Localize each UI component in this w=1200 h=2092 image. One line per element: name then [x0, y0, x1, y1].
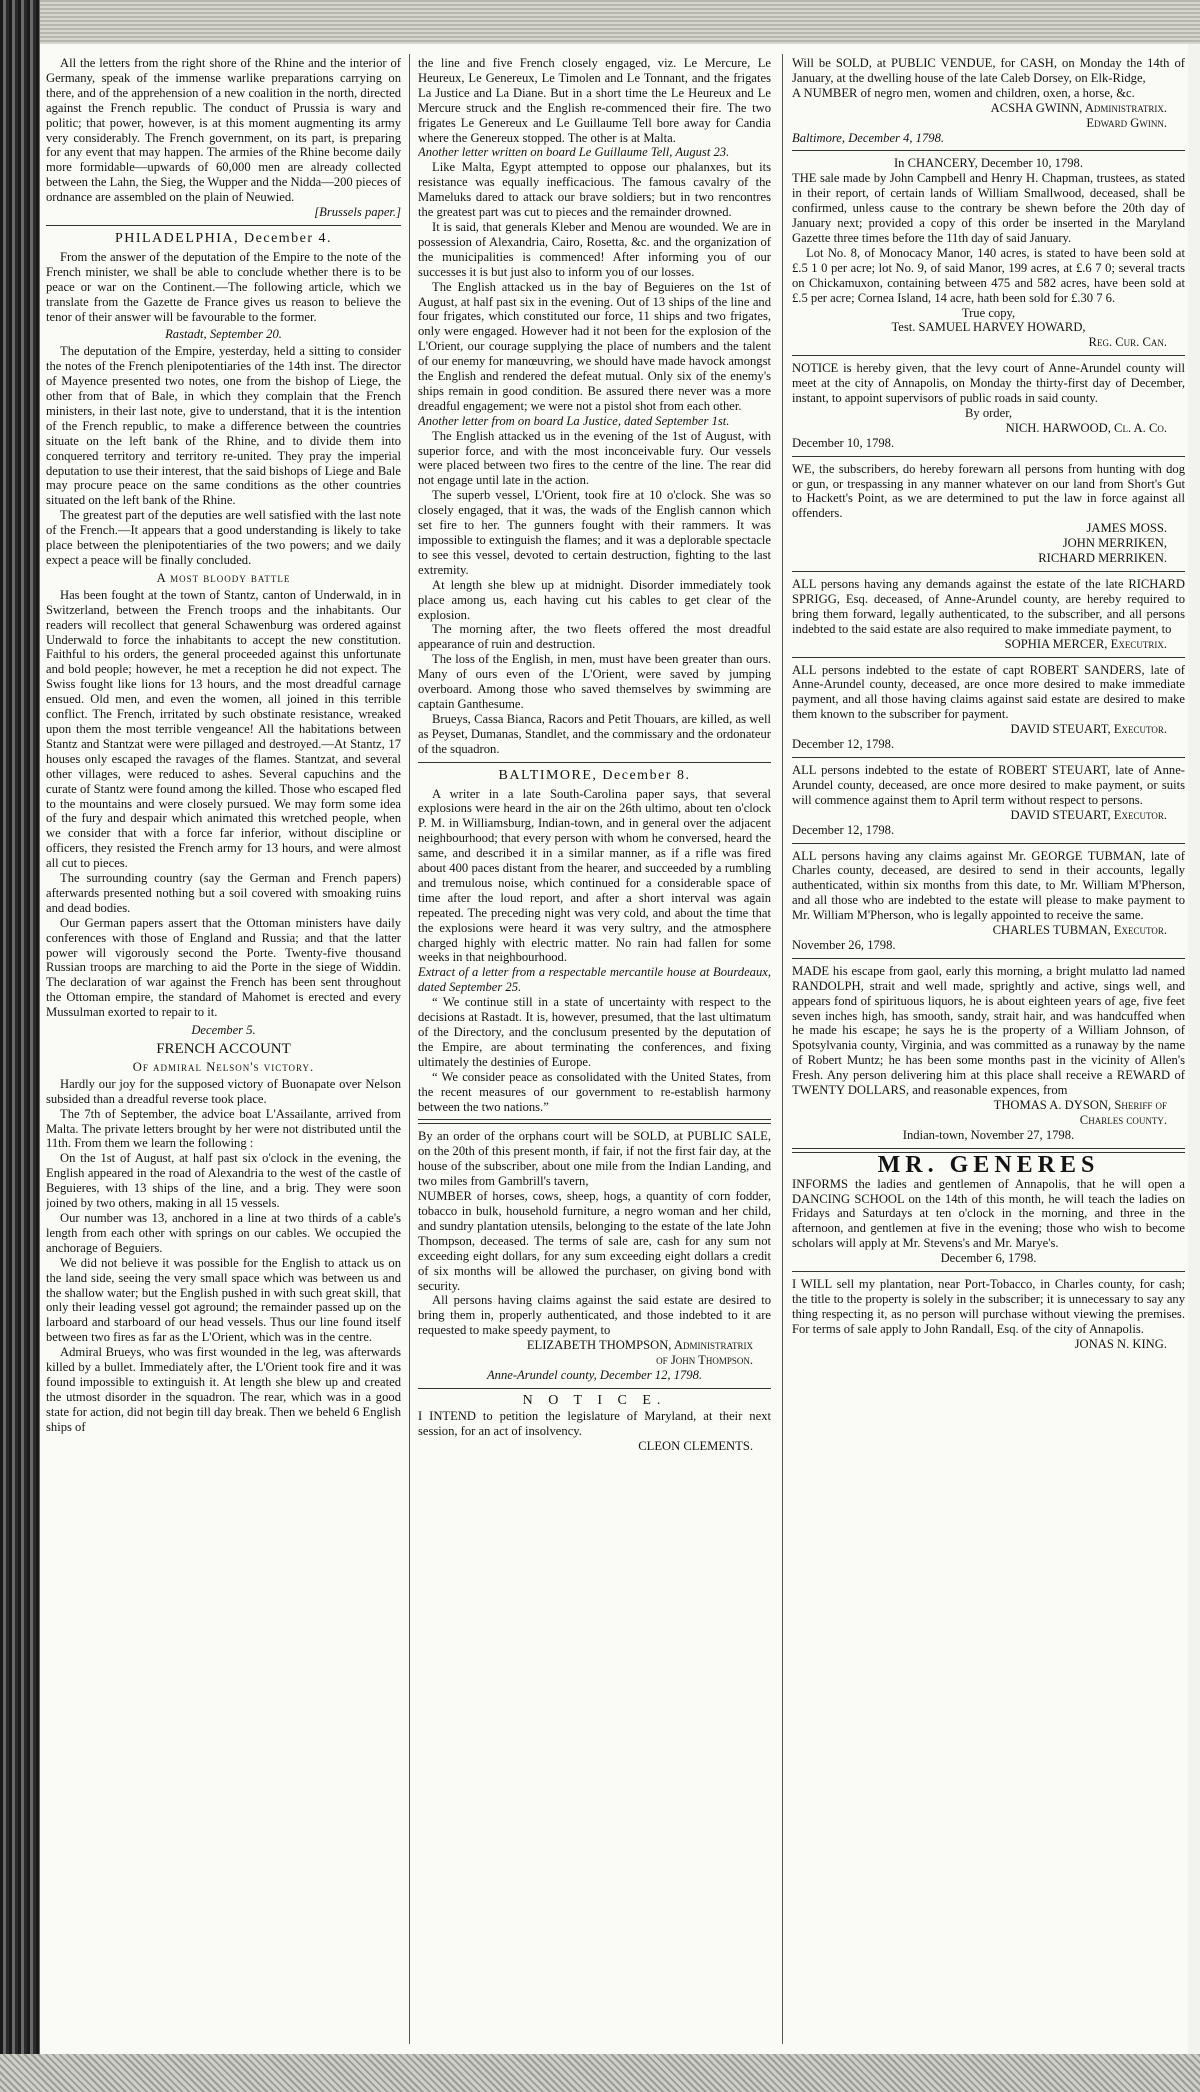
ad-body: Lot No. 8, of Monocacy Manor, 140 acres, is stated to have been sold at £.5 1 0 per acre; lot No. 9, of said Manor, 199 acres, at £.6 7 0; several tracts on Chickamuxon, containing between 475 and 582 acres, have been sold at £.5 per acre; Cornea Island, 14 acre, hath been sold for £.30 7 6.: [792, 245, 1185, 305]
ad-body: INFORMS the ladies and gentlemen of Annapolis, that he will open a DANCING SCHOOL on the 14th of this month, he will teach the ladies on Fridays and Saturdays at ten o'clock in the morning, and three in the afternoon, and gentlemen at five in the evening; those who wish to become scholars will apply at Mr. Stevens's and Mr. Marye's.: [792, 1176, 1185, 1251]
article-paragraph: The deputation of the Empire, yesterday, held a sitting to consider the notes of the French plenipotentiaries of the 14th inst. The director of Mayence presented two notes, one from the bishop of Liege, the other from that of Bale, in which they complain that the French ministers, in their last note, give to understand, that it is the intention of the French republic, to make a difference between the countries situate on the left bank of the Rhine, and to divide them into conquered territory and territory re-united. They pray the imperial deputation to use their interest, that the said bishops of Liege and Bale may procure peace on the same conditions as the other countries situated on the left bank of the Rhine.: [46, 344, 401, 508]
ad-body: WE, the subscribers, do hereby forewarn all persons from hunting with dog or gun, or trespassing in any manner whatever on our land from Short's Gut to Hackett's Point, as we are determined to put the law in force against all offenders.: [792, 461, 1185, 521]
divider: [418, 1388, 771, 1389]
ad-date: Anne-Arundel county, December 12, 1798.: [486, 1367, 703, 1382]
article-paragraph: On the 1st of August, at half past six o'clock in the evening, the English appeared in the road of Alexandria to the west of the castle of Beguieres, with 13 ships of the line, and a brig. They were soon joined by two others, making in all 15 vessels.: [46, 1151, 401, 1211]
article-paragraph: The morning after, the two fleets offered the most dreadful appearance of ruin and destruction.: [418, 622, 771, 652]
article-paragraph: Our German papers assert that the Ottoman ministers have daily conferences with those of England and Russia; and that the latter power will vigorously second the Porte. Twenty-five thousand Russian troops are marching to aid the Porte in the siege of Widdin. The declaration of war against the French has been sent throughout the Ottoman empire, the standard of Mahomet is erected and every Mussulman exorted to repair to it.: [46, 915, 401, 1020]
divider: [792, 150, 1185, 151]
ad-body: NUMBER of horses, cows, sheep, hogs, a quantity of corn fodder, tobacco in bulk, household furniture, a negro woman and her child, and sundry plantation utensils, belonging to the estate of the late John Thompson, deceased. The terms of sale are, cash for any sum not exceeding eight dollars, for any sum exceeding eight dollars a credit of six months will be allowed the purchaser, on giving bond with security.: [418, 1189, 771, 1293]
dateline: Rastadt, September 20.: [165, 327, 282, 342]
article-paragraph: A writer in a late South-Carolina paper says, that several explosions were heard in the air on the 26th ultimo, about ten o'clock P. M. in Williamsburg, Indian-town, and in general over the adjacent neighbourhood; that every person with whom he conversed, heard the same, and described it in a similar manner, as if a rifle was fired about 400 paces distant from the hearer, and succeeded by a rumbling and tremulous noise, which continued for a considerable space of time after the loud report, and after a short interval was again repeated. The preceding night was very cold, and about the time that the explosions were heard it was very sultry, and the atmosphere charged highly with electric matter. No rain had fallen for some weeks in that neighbourhood.: [418, 786, 771, 965]
article-paragraph: Has been fought at the town of Stantz, canton of Underwald, in in Switzerland, between the French troops and the inhabitants. Our readers will recollect that general Schawenburg was ordered against Underwald to force the inhabitants to accept the new constitution. Faithful to his orders, the general proceeded against this unfortunate and bold people; however, he met a reception he did not expect. The Swiss fought like lions for 13 hours, and the most dreadful carnage ensued. Old men, and even the women, all joined in this terrible conflict. The French, irritated by such obstinate resistance, wreaked upon them the most terrible vengeance! All the habitations between Stantz and Stantzat were were pillaged and destroyed.—At Stantz, 17 houses only escaped the ravages of the flames. Stantzat, and several other villages, were reduced to ashes. Several capuchins and the curate of Stantz were found among the killed. Those who escaped fled to the mountains and were closely pursued. We may form some idea of the fury and despair which animated this wretched people, when we consider that with a force far inferior, without discipline or officers, they resisted the French army for 13 hours, and were almost all cut to pieces.: [46, 587, 401, 871]
ad-signature: Edward Gwinn.: [1086, 115, 1167, 130]
article-paragraph: Admiral Brueys, who was first wounded in the leg, was afterwards killed by a bullet. Immediately after, the L'Orient took fire and it was found impossible to extinguish it. At length she blew up and created the utmost disorder in the squadron. The rear, which was in a good state for action, did not begin till day break. Then we beheld 6 English ships of: [46, 1345, 401, 1434]
ad-signature: ELIZABETH THOMPSON, Administratrix: [526, 1338, 753, 1353]
divider: [46, 225, 401, 226]
ad-body: THE sale made by John Campbell and Henry H. Chapman, trustees, as stated in their report, of certain lands of William Smallwood, deceased, shall be confirmed, unless cause to the contrary be shewn before the 20th day of January next; provided a copy of this order be inserted in the Maryland Gazette three times before the 11th day of said January.: [792, 171, 1185, 245]
ad-signature: DAVID STEUART, Executor.: [1010, 807, 1167, 822]
ad-date: December 10, 1798.: [792, 435, 895, 450]
article-paragraph: The greatest part of the deputies are well satisfied with the last note of the French.—It appears that a good understanding is likely to take place between the plenipotentiaries of the two powers; and we daily expect a peace will be finally concluded.: [46, 508, 401, 567]
article-paragraph: Hardly our joy for the supposed victory of Buonapate over Nelson subsided than a dreadful reverse took place.: [46, 1076, 401, 1106]
article-paragraph: The superb vessel, L'Orient, took fire at 10 o'clock. She was so closely engaged, that it was, the wads of the English cannon which set fire to her. The gunners fought with their rammers. It was impossible to extinguish the flames; and it was a deplorable spectacle to see this vessel, devoted to certain destruction, fighting to the last extremity.: [418, 488, 771, 577]
article-paragraph: Our number was 13, anchored in a line at two thirds of a cable's length from each other with springs on our cables. We occupied the anchorage of Beguiers.: [46, 1210, 401, 1255]
ad-signature: ACSHA GWINN, Administratrix.: [990, 100, 1167, 115]
article-paragraph: The English attacked us in the bay of Beguieres on the 1st of August, at half past six in the evening. Out of 13 ships of the line and four frigates, which constituted our force, 11 ships and two frigates, only were engaged. However had it not been for the explosion of the L'Orient, our courage supplying the place of numbers and the talent of our enemy for manœuvring, we should have made havock amongst the English and rendered the defeat mutual. Only six of the enemy's ships remain in good condition. Be assured there never was a more dreadful engagement; we were not a pistol shot from each other.: [418, 279, 771, 413]
dateline-heading: BALTIMORE, December 8.: [498, 767, 691, 783]
column-rule: [409, 54, 410, 2044]
ad-body: MADE his escape from gaol, early this morning, a bright mulatto lad named RANDOLPH, strait and well made, sprightly and active, sings well, and appears fond of spirituous liquors, he is about eighteen years of age, five feet seven inches high, has smooth, sandy, strait hair, and was handcuffed when he made his escape; he says he is the property of a William Johnson, of Spotsylvania county, Virginia, and was committed as a runaway by the name of Robert Muntz; he has been some months past in the vicinity of Allen's Fresh. Any person delivering him at this place shall receive a REWARD of TWENTY DOLLARS, and reasonable expences, from: [792, 963, 1185, 1098]
ad-body: I INTEND to petition the legislature of Maryland, at their next session, for an act of insolvency.: [418, 1408, 771, 1438]
source-credit: [Brussels paper.]: [314, 205, 401, 220]
column-2: [418, 56, 771, 1453]
scan-left-binding: [0, 0, 40, 2092]
ad-signature: Reg. Cur. Can.: [1088, 335, 1167, 350]
divider: [792, 757, 1185, 758]
ad-date: December 12, 1798.: [792, 822, 895, 837]
ad-signature: CHARLES TUBMAN, Executor.: [992, 923, 1167, 938]
scan-bottom-border: [0, 2054, 1200, 2092]
ad-signature: of John Thompson.: [656, 1353, 753, 1368]
ad-signature: JAMES MOSS.: [1086, 521, 1167, 536]
ad-body: I WILL sell my plantation, near Port-Tobacco, in Charles county, for cash; the title to the property is solely in the subscriber; it is unnecessary to say any thing respecting it, as no person will purchase without viewing the premises. For terms of sale apply to John Randall, Esq. of the city of Annapolis.: [792, 1277, 1185, 1336]
article-paragraph: At length she blew up at midnight. Disorder immediately took place among us, each having cut his cables to get clear of the explosion.: [418, 577, 771, 622]
ad-signature: Test. SAMUEL HARVEY HOWARD,: [891, 320, 1086, 335]
newspaper-page: [40, 44, 1188, 2054]
article-paragraph: All the letters from the right shore of the Rhine and the interior of Germany, speak of the immense warlike preparations carrying on there, and of the apprehension of a new coalition in the north, directed against the French republic. The conduct of Prussia is wary and politic; that power, however, is at this moment augmenting its army very considerably. The French government, on its part, is preparing for any event that may happen. The armies of the Rhine become daily more formidable—upwards of 60,000 men are already collected between the Lahn, the Sieg, the Wupper and the Nidda—200 pieces of ordnance are assembled on the plain of Neuwied.: [46, 56, 401, 205]
section-heading: FRENCH ACCOUNT: [156, 1041, 291, 1057]
article-paragraph: “ We continue still in a state of uncertainty with respect to the decisions at Rastadt. It is, however, presumed, that the last ultimatum of the Directory, and the conclusum presented by the deputation of the Empire, are about terminating the conferences, and fixing ultimately the destinies of Europe.: [418, 995, 771, 1069]
article-paragraph: “ We consider peace as consolidated with the United States, from the recent measures of our government to re-establish harmony between the two nations.”: [418, 1069, 771, 1114]
divider: [792, 571, 1185, 572]
divider: [792, 1271, 1185, 1272]
article-paragraph: the line and five French closely engaged, viz. Le Mercure, Le Heureux, Le Genereux, Le Timolen and Le Tonnant, and the frigates La Justice and La Diane. But in a short time the Le Heureux and Le Mercure struck and the English re-commenced their fire. The two frigates Le Genereux and Le Guillaume Tell bore away for Candia where the Genereux stopped. The other is at Malta.: [418, 56, 771, 145]
ad-signature: CLEON CLEMENTS.: [638, 1438, 753, 1453]
ad-date: November 26, 1798.: [792, 937, 896, 952]
article-paragraph: Like Malta, Egypt attempted to oppose our phalanxes, but its resistance was equally inefficacious. The famous cavalry of the Mameluks dared to attack our brave soldiers; but in two rencontres the greatest part was cut to pieces and the remainder drowned.: [418, 160, 771, 220]
ad-signature: RICHARD MERRIKEN.: [1038, 551, 1167, 566]
ad-body: ALL persons having any claims against Mr. GEORGE TUBMAN, late of Charles county, deceased, are desired to send in their accounts, legally authenticated, within six months from this date, to Mr. William M'Pherson, and all those who are indebted to the estate will please to make payment to Mr. William M'Pherson, who is legally appointed to receive the same.: [792, 848, 1185, 923]
ad-signature: Charles county.: [1079, 1112, 1167, 1127]
scan-top-border: [0, 0, 1200, 44]
ad-body: ALL persons indebted to the estate of capt ROBERT SANDERS, late of Anne-Arundel county, deceased, are once more desired to make immediate payment, and all those having claims against said estate are desired to make them known to the subscriber for payment.: [792, 662, 1185, 722]
ad-heading: MR. GENERES: [877, 1151, 1100, 1178]
dateline: December 5.: [191, 1023, 256, 1038]
divider: [418, 762, 771, 763]
notice-heading: N O T I C E.: [522, 1392, 667, 1408]
ad-note: By order,: [964, 405, 1013, 420]
ad-body: ALL persons having any demands against the estate of the late RICHARD SPRIGG, Esq. deceased, of Anne-Arundel county, are hereby required to bring them forward, legally authenticated, to the subscriber, and all persons indebted to the said estate are also required to make immediate payment, to: [792, 577, 1185, 636]
ad-heading: In CHANCERY, December 10, 1798.: [893, 156, 1083, 171]
ad-signature: SOPHIA MERCER, Executrix.: [1004, 636, 1167, 651]
ad-date: Baltimore, December 4, 1798.: [792, 130, 945, 145]
divider: [792, 355, 1185, 356]
letter-heading: Another letter from on board La Justice, dated September 1st.: [418, 413, 730, 428]
ad-signature: JOHN MERRIKEN,: [1062, 536, 1167, 551]
ad-note: True copy,: [961, 305, 1016, 320]
ad-body: All persons having claims against the said estate are desired to bring them in, properly authenticated, and those indebted to it are requested to make speedy payment, to: [418, 1293, 771, 1338]
divider: [792, 958, 1185, 959]
section-subheading: Of admiral Nelson's victory.: [132, 1059, 315, 1074]
article-paragraph: We did not believe it was possible for the English to attack us on the land side, seeing the very small space which was between us and the shallow water; but the English pushed in with such great skill, that only their leading vessel got aground; the remainder passed up on the larboard and starboard of our head vessels. Thus our line found itself between two fires as far as the L'Orient, which was in the centre.: [46, 1255, 401, 1345]
column-1: [46, 56, 401, 1435]
divider: [792, 843, 1185, 844]
article-paragraph: The 7th of September, the advice boat L'Assailante, arrived from Malta. The private letters brought by her were not distributed until the 11th. From them we learn the following :: [46, 1106, 401, 1151]
letter-heading: Extract of a letter from a respectable mercantile house at Bourdeaux, dated September 25.: [418, 965, 771, 995]
ad-signature: NICH. HARWOOD, Cl. A. Co.: [1005, 420, 1167, 435]
article-paragraph: The loss of the English, in men, must have been greater than ours. Many of ours even of the L'Orient, were saved by jumping overboard. Among those who saved themselves by swimming are captain Ganthesume.: [418, 652, 771, 711]
ad-body: ALL persons indebted to the estate of ROBERT STEUART, late of Anne-Arundel county, deceased, are once more desired to make payment, or suits will commence against them to April term without respect to persons.: [792, 762, 1185, 807]
ad-signature: THOMAS A. DYSON, Sheriff of: [993, 1098, 1167, 1112]
article-paragraph: The English attacked us in the evening of the 1st of August, with superior force, and with the most inconceivable fury. Our vessels were placed between two fires to the centre of the line. The rear did not engage until late in the action.: [418, 428, 771, 488]
divider: [792, 657, 1185, 658]
article-paragraph: It is said, that generals Kleber and Menou are wounded. We are in possession of Alexandria, Cairo, Rosetta, &c. and the organization of the municipalities is commenced! After informing you of our successes it is but just also to inform you of our losses.: [418, 219, 771, 279]
divider: [418, 1119, 771, 1124]
ad-date: Indian-town, November 27, 1798.: [902, 1127, 1075, 1142]
article-paragraph: The surrounding country (say the German and French papers) afterwards presented nothing but a soil covered with smoaking ruins and dead bodies.: [46, 871, 401, 915]
divider: [792, 456, 1185, 457]
ad-intro: By an order of the orphans court will be SOLD, at PUBLIC SALE, on the 20th of this present month, if fair, if not the first fair day, at the house of the subscriber, about one mile from the Indian Landing, and two miles from Gambrill's tavern,: [418, 1129, 771, 1189]
ad-body: A NUMBER of negro men, women and children, oxen, a horse, &c.: [792, 85, 1135, 100]
ad-date: December 6, 1798.: [940, 1251, 1037, 1266]
column-3: [792, 56, 1185, 1352]
ad-signature: JONAS N. KING.: [1074, 1336, 1167, 1351]
column-rule: [782, 54, 783, 2044]
ad-date: December 12, 1798.: [792, 737, 895, 752]
ad-signature: DAVID STEUART, Executor.: [1010, 722, 1167, 737]
article-paragraph: Brueys, Cassa Bianca, Racors and Petit Thouars, are killed, as well as Peyset, Dumanas, Standlet, and the commissary and the ordonateur of the squadron.: [418, 711, 771, 756]
article-paragraph: From the answer of the deputation of the Empire to the note of the French minister, we shall be able to conclude whether there is to be peace or war on the Continent.—The following article, which we translate from the Gazette de France gives us reason to believe the tenor of their answer will be favourable to the former.: [46, 249, 401, 324]
ad-intro: Will be SOLD, at PUBLIC VENDUE, for CASH, on Monday the 14th of January, at the dwelling house of the late Caleb Dorsey, on Elk-Ridge,: [792, 56, 1185, 85]
dateline-heading: PHILADELPHIA, December 4.: [114, 230, 333, 246]
section-heading: A most bloody battle: [156, 570, 291, 585]
ad-body: NOTICE is hereby given, that the levy court of Anne-Arundel county will meet at the city of Annapolis, on Monday the thirty-first day of December, instant, to appoint supervisors of public roads in said county.: [792, 361, 1185, 406]
letter-heading: Another letter written on board Le Guillaume Tell, August 23.: [418, 145, 730, 160]
